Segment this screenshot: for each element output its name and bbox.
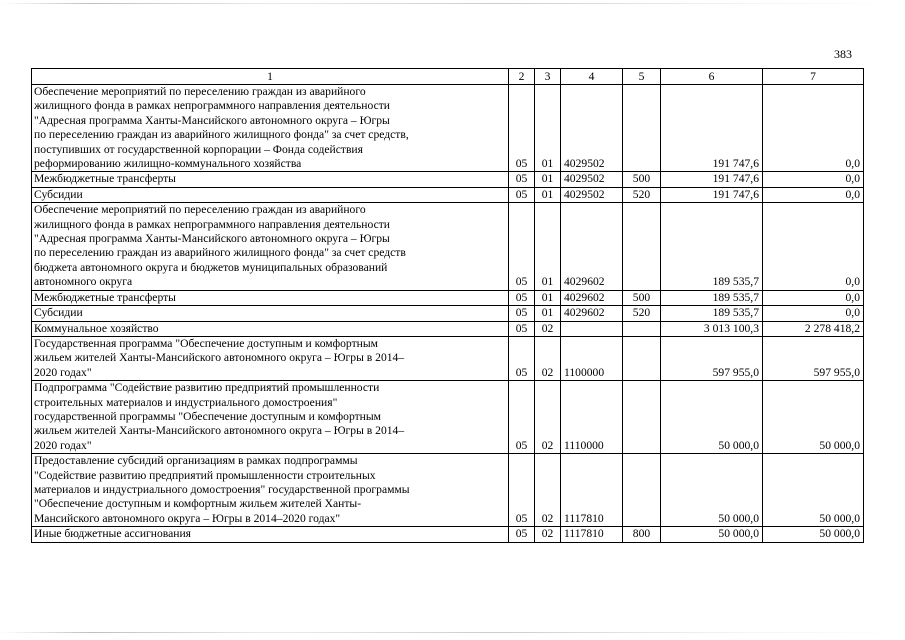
cell-name: Иные бюджетные ассигнования [32, 527, 509, 542]
header-col-3: 3 [535, 69, 561, 85]
cell-amount-col6: 189 535,7 [661, 290, 763, 305]
table-row [32, 454, 864, 527]
cell-expense-type [623, 336, 661, 380]
table-row [32, 306, 864, 321]
cell-target-article: 4029502 [561, 172, 623, 187]
cell-subsection: 01 [535, 172, 561, 187]
table-row [32, 290, 864, 305]
header-col-5: 5 [623, 69, 661, 85]
cell-amount-col6: 50 000,0 [661, 381, 763, 454]
cell-section: 05 [509, 85, 535, 172]
cell-expense-type: 520 [623, 187, 661, 202]
cell-expense-type [623, 454, 661, 527]
cell-subsection: 01 [535, 187, 561, 202]
cell-amount-col6: 597 955,0 [661, 336, 763, 380]
table-row [32, 527, 864, 542]
cell-target-article: 4029502 [561, 85, 623, 172]
cell-expense-type: 500 [623, 290, 661, 305]
cell-expense-type [623, 321, 661, 336]
cell-subsection: 01 [535, 85, 561, 172]
cell-subsection: 02 [535, 527, 561, 542]
header-col-7: 7 [763, 69, 864, 85]
cell-target-article: 4029602 [561, 203, 623, 290]
cell-amount-col7: 2 278 418,2 [763, 321, 864, 336]
cell-subsection: 01 [535, 290, 561, 305]
cell-amount-col7: 0,0 [763, 85, 864, 172]
cell-target-article [561, 321, 623, 336]
cell-expense-type: 800 [623, 527, 661, 542]
cell-name: Обеспечение мероприятий по переселению граждан из аварийного жилищного фонда в рамках непрограммного направления деятельности "Адресная программа Ханты-Мансийского автономного округа – Югры по переселению граждан из аварийного жилищного фонда" за счет средств бюджета автономного округа и бюджетов муниципальных образований автономного округа [32, 203, 509, 290]
table-row [32, 172, 864, 187]
cell-amount-col6: 50 000,0 [661, 454, 763, 527]
cell-name: Государственная программа "Обеспечение доступным и комфортным жильем жителей Ханты-Мансийского автономного округа – Югры в 2014– 2020 годах" [32, 336, 509, 380]
cell-amount-col6: 50 000,0 [661, 527, 763, 542]
cell-section: 05 [509, 454, 535, 527]
cell-amount-col6: 191 747,6 [661, 85, 763, 172]
cell-amount-col6: 3 013 100,3 [661, 321, 763, 336]
cell-amount-col7: 0,0 [763, 306, 864, 321]
table-row [32, 187, 864, 202]
cell-section: 05 [509, 381, 535, 454]
cell-name: Коммунальное хозяйство [32, 321, 509, 336]
cell-amount-col7: 0,0 [763, 172, 864, 187]
cell-section: 05 [509, 321, 535, 336]
cell-section: 05 [509, 172, 535, 187]
cell-target-article: 1117810 [561, 454, 623, 527]
cell-subsection: 02 [535, 381, 561, 454]
cell-amount-col7: 0,0 [763, 290, 864, 305]
table-row [32, 203, 864, 290]
header-col-4: 4 [561, 69, 623, 85]
cell-expense-type [623, 381, 661, 454]
cell-name: Межбюджетные трансферты [32, 290, 509, 305]
header-col-1: 1 [32, 69, 509, 85]
cell-section: 05 [509, 527, 535, 542]
cell-name: Субсидии [32, 187, 509, 202]
budget-table [31, 68, 864, 543]
cell-amount-col6: 189 535,7 [661, 306, 763, 321]
cell-name: Подпрограмма "Содействие развитию предприятий промышленности строительных материалов и индустриального домостроения" государственной программы "Обеспечение доступным и комфортным жильем жителей Ханты-Мансийского автономного округа – Югры в 2014– 2020 годах" [32, 381, 509, 454]
table-row [32, 85, 864, 172]
cell-subsection: 02 [535, 336, 561, 380]
cell-target-article: 4029502 [561, 187, 623, 202]
cell-amount-col6: 191 747,6 [661, 187, 763, 202]
cell-target-article: 4029602 [561, 290, 623, 305]
table-row [32, 336, 864, 380]
cell-amount-col7: 50 000,0 [763, 454, 864, 527]
header-col-2: 2 [509, 69, 535, 85]
cell-section: 05 [509, 336, 535, 380]
cell-target-article: 1100000 [561, 336, 623, 380]
header-col-6: 6 [661, 69, 763, 85]
cell-expense-type: 500 [623, 172, 661, 187]
cell-expense-type [623, 203, 661, 290]
cell-amount-col7: 50 000,0 [763, 527, 864, 542]
cell-target-article: 4029602 [561, 306, 623, 321]
cell-name: Субсидии [32, 306, 509, 321]
table-row [32, 381, 864, 454]
cell-amount-col6: 189 535,7 [661, 203, 763, 290]
cell-target-article: 1117810 [561, 527, 623, 542]
table-header-row [32, 69, 864, 85]
scan-artifact-top [0, 3, 905, 4]
cell-name: Межбюджетные трансферты [32, 172, 509, 187]
page-number: 383 [834, 47, 852, 61]
cell-amount-col7: 50 000,0 [763, 381, 864, 454]
cell-section: 05 [509, 290, 535, 305]
cell-subsection: 02 [535, 454, 561, 527]
cell-name: Обеспечение мероприятий по переселению граждан из аварийного жилищного фонда в рамках непрограммного направления деятельности "Адресная программа Ханты-Мансийского автономного округа – Югры по переселению граждан из аварийного жилищного фонда" за счет средств, поступивших от государственной корпорации – Фонда содействия реформированию жилищно-коммунального хозяйства [32, 85, 509, 172]
cell-name: Предоставление субсидий организациям в рамках подпрограммы "Содействие развитию предприятий промышленности строительных материалов и индустриального домостроения" государственной программы "Обеспечение доступным и комфортным жильем жителей Ханты- Мансийского автономного округа – Югры в 2014–2020 годах" [32, 454, 509, 527]
cell-target-article: 1110000 [561, 381, 623, 454]
cell-section: 05 [509, 187, 535, 202]
cell-expense-type: 520 [623, 306, 661, 321]
cell-section: 05 [509, 306, 535, 321]
cell-subsection: 01 [535, 306, 561, 321]
cell-section: 05 [509, 203, 535, 290]
cell-amount-col7: 597 955,0 [763, 336, 864, 380]
scan-artifact-bottom [0, 632, 905, 633]
cell-expense-type [623, 85, 661, 172]
table-row [32, 321, 864, 336]
cell-amount-col7: 0,0 [763, 187, 864, 202]
cell-amount-col6: 191 747,6 [661, 172, 763, 187]
cell-subsection: 02 [535, 321, 561, 336]
cell-amount-col7: 0,0 [763, 203, 864, 290]
cell-subsection: 01 [535, 203, 561, 290]
